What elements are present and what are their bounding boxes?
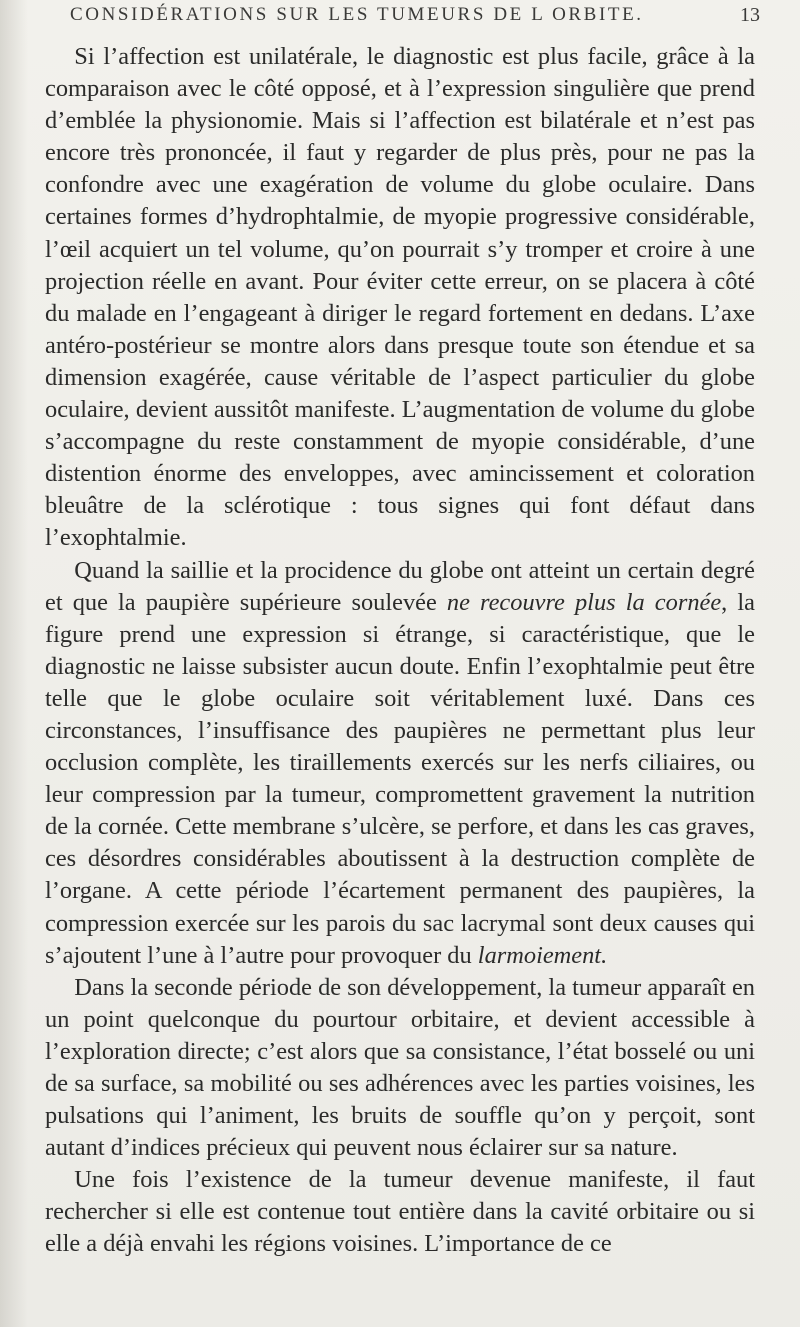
paragraph — [45, 972, 755, 1165]
paragraph — [45, 1164, 755, 1260]
italic-text: ne recouvre plus la cornée — [446, 588, 722, 616]
running-head: CONSIDÉRATIONS SUR LES TUMEURS DE L ORBITE. — [70, 4, 644, 25]
paragraph-text: Une fois l’existence de la tumeur devenue manifeste, il faut rechercher si elle est contenue tout entière dans la cavité orbitaire ou si elle a déjà envahi les régions voisines. L’importance de ce — [45, 1166, 755, 1258]
paragraph-text: Si l’affection est unilatérale, le diagnostic est plus facile, grâce à la comparaison avec le côté opposé, et à l’expression singulière que prend d’emblée la physionomie. Mais si l’affection est bilatérale et n’est pas encore très prononcée, il faut y regarder de plus près, pour ne pas la confondre avec une exagération de volume du globe oculaire. Dans certaines formes d’hydrophtalmie, de myopie progressive considérable, l’œil acquiert un tel volume, qu’on pourrait s’y tromper et croire à une projection réelle en avant. Pour éviter cette erreur, on se placera à côté du malade en l’engageant à diriger le regard fortement en dedans. L’axe antéro-postérieur se montre alors dans presque toute son étendue et sa dimension exagérée, cause véritable de l’aspect particulier du globe oculaire, devient aussitôt manifeste. L’augmentation de volume du globe s’accompagne du reste constamment de myopie considérable, d’une distention énorme des enveloppes, avec amincissement et coloration bleuâtre de la sclérotique : tous signes qui font défaut dans l’exophtalmie. — [45, 43, 755, 552]
italic-text: larmoiement. — [477, 941, 608, 969]
paragraph-text: Quand la saillie et la procidence du globe ont atteint un certain degré et que la paupière supérieure soulevée — [45, 556, 755, 616]
page-edge-shadow — [0, 0, 28, 1327]
paragraph-text: , la figure prend une expression si étrange, si caractéristique, que le diagnostic ne laisse subsister aucun doute. Enfin l’exophtalmie peut être telle que le globe oculaire soit véritablement luxé. Dans ces circonstances, l’insuffisance des paupières ne permettant plus leur occlusion complète, les tiraillements exercés sur les nerfs ciliaires, ou leur compression par la tumeur, compromettent gravement la nutrition de la cornée. Cette membrane s’ulcère, se perfore, et dans les cas graves, ces désordres considérables aboutissent à la destruction complète de l’organe. A cette période l’écartement permanent des paupières, la compression exercée sur les parois du sac lacrymal sont deux causes qui s’ajoutent l’une à l’autre pour provoquer du — [45, 588, 755, 969]
paragraph — [45, 555, 755, 972]
page-number: 13 — [740, 4, 760, 26]
body-text — [45, 41, 755, 1261]
paragraph — [45, 41, 755, 555]
page-header — [70, 4, 760, 36]
paragraph-text: Dans la seconde période de son développement, la tumeur apparaît en un point quelconque du pourtour orbitaire, et devient accessible à l’exploration directe; c’est alors que sa consistance, l’état bosselé ou uni de sa surface, sa mobilité ou ses adhérences avec les parties voisines, les pulsations qui l’animent, les bruits de souffle qu’on y perçoit, sont autant d’indices précieux qui peuvent nous éclairer sur sa nature. — [45, 973, 755, 1162]
